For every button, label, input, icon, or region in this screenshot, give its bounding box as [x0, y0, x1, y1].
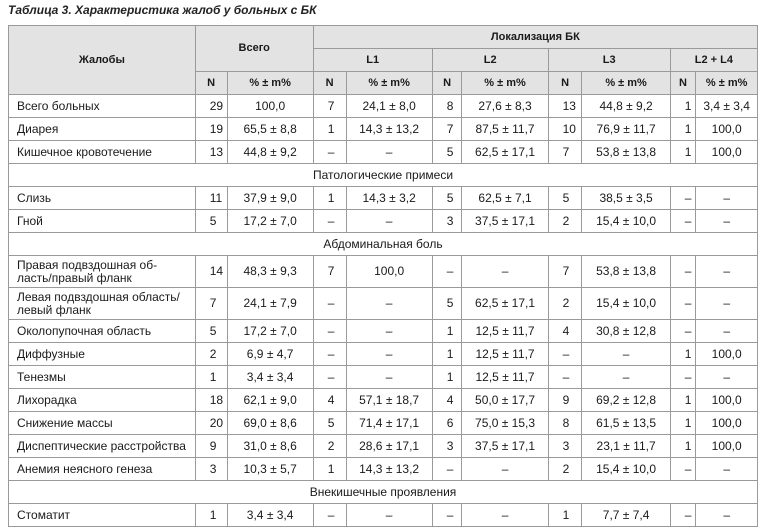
percent-cell: 50,0 ± 17,7 — [462, 389, 548, 412]
count-cell: 1 — [548, 504, 582, 527]
row-label — [9, 435, 196, 458]
percent-cell: 24,1 ± 8,0 — [346, 95, 432, 118]
row-label — [9, 389, 196, 412]
count-cell: 1 — [670, 343, 696, 366]
count-cell: 1 — [195, 366, 227, 389]
percent-cell: 44,8 ± 9,2 — [582, 95, 670, 118]
percent-cell: – — [582, 366, 670, 389]
header-pct: % ± m% — [227, 72, 313, 95]
percent-cell: – — [346, 288, 432, 320]
count-cell: 5 — [432, 141, 462, 164]
count-cell: 7 — [195, 288, 227, 320]
percent-cell: – — [696, 366, 758, 389]
percent-cell: 37,5 ± 17,1 — [462, 435, 548, 458]
section-title: Патологические примеси — [9, 164, 758, 187]
percent-cell: 62,1 ± 9,0 — [227, 389, 313, 412]
count-cell: 4 — [432, 389, 462, 412]
percent-cell: – — [462, 256, 548, 288]
count-cell: 1 — [670, 412, 696, 435]
count-cell: 5 — [548, 187, 582, 210]
row-label — [9, 343, 196, 366]
count-cell: – — [670, 458, 696, 481]
count-cell: 5 — [195, 210, 227, 233]
count-cell: – — [670, 210, 696, 233]
row-label-text: Снижение массы — [17, 415, 113, 430]
header-n: N — [432, 72, 462, 95]
section-row — [9, 481, 758, 504]
count-cell: – — [670, 504, 696, 527]
count-cell: 9 — [548, 389, 582, 412]
percent-cell: 14,3 ± 13,2 — [346, 458, 432, 481]
table-row — [9, 343, 758, 366]
percent-cell: 100,0 — [696, 435, 758, 458]
percent-cell: – — [696, 256, 758, 288]
row-label-text: Кишечное кровотечение — [17, 144, 152, 159]
percent-cell: 24,1 ± 7,9 — [227, 288, 313, 320]
percent-cell: – — [696, 288, 758, 320]
percent-cell: 12,5 ± 11,7 — [462, 343, 548, 366]
percent-cell: 17,2 ± 7,0 — [227, 320, 313, 343]
percent-cell: 28,6 ± 17,1 — [346, 435, 432, 458]
percent-cell: 65,5 ± 8,8 — [227, 118, 313, 141]
header-pct: % ± m% — [696, 72, 758, 95]
count-cell: 5 — [432, 288, 462, 320]
row-label-text: Всего больных — [17, 98, 100, 113]
percent-cell: – — [346, 141, 432, 164]
count-cell: 8 — [548, 412, 582, 435]
count-cell: 2 — [313, 435, 346, 458]
header-total: Всего — [195, 26, 313, 72]
count-cell: 2 — [548, 458, 582, 481]
count-cell: – — [313, 210, 346, 233]
count-cell: 13 — [195, 141, 227, 164]
table-row — [9, 210, 758, 233]
percent-cell: – — [346, 343, 432, 366]
header-n: N — [548, 72, 582, 95]
percent-cell: 23,1 ± 11,7 — [582, 435, 670, 458]
header-pct: % ± m% — [346, 72, 432, 95]
row-label-text: Диарея — [17, 121, 59, 136]
count-cell: 8 — [432, 95, 462, 118]
count-cell: 7 — [432, 118, 462, 141]
table-row — [9, 412, 758, 435]
count-cell: 5 — [313, 412, 346, 435]
table-row — [9, 320, 758, 343]
count-cell: – — [313, 320, 346, 343]
count-cell: 5 — [432, 187, 462, 210]
count-cell: – — [670, 288, 696, 320]
percent-cell: – — [346, 366, 432, 389]
percent-cell: 44,8 ± 9,2 — [227, 141, 313, 164]
count-cell: 18 — [195, 389, 227, 412]
count-cell: 13 — [548, 95, 582, 118]
percent-cell: – — [346, 320, 432, 343]
count-cell: 4 — [548, 320, 582, 343]
percent-cell: 30,8 ± 12,8 — [582, 320, 670, 343]
row-label-text: Левая подвздошная область/ — [17, 289, 180, 304]
row-label — [9, 118, 196, 141]
count-cell: 14 — [195, 256, 227, 288]
count-cell: 1 — [670, 95, 696, 118]
percent-cell: 53,8 ± 13,8 — [582, 141, 670, 164]
row-label — [9, 458, 196, 481]
row-label — [9, 256, 196, 288]
section-title: Абдоминальная боль — [9, 233, 758, 256]
count-cell: 3 — [432, 210, 462, 233]
header-n: N — [313, 72, 346, 95]
count-cell: 9 — [195, 435, 227, 458]
section-title: Внекишечные проявления — [9, 481, 758, 504]
percent-cell: – — [346, 504, 432, 527]
row-label — [9, 320, 196, 343]
percent-cell: 71,4 ± 17,1 — [346, 412, 432, 435]
count-cell: 11 — [195, 187, 227, 210]
percent-cell: 100,0 — [346, 256, 432, 288]
percent-cell: 100,0 — [696, 343, 758, 366]
header-complaints: Жалобы — [9, 26, 196, 95]
percent-cell: – — [696, 504, 758, 527]
count-cell: – — [548, 366, 582, 389]
count-cell: 3 — [432, 435, 462, 458]
percent-cell: 12,5 ± 11,7 — [462, 320, 548, 343]
percent-cell: 31,0 ± 8,6 — [227, 435, 313, 458]
count-cell: 19 — [195, 118, 227, 141]
row-label — [9, 366, 196, 389]
row-label — [9, 187, 196, 210]
percent-cell: 38,5 ± 3,5 — [582, 187, 670, 210]
table-row — [9, 95, 758, 118]
count-cell: 7 — [313, 256, 346, 288]
percent-cell: 37,9 ± 9,0 — [227, 187, 313, 210]
percent-cell: – — [462, 504, 548, 527]
percent-cell: 53,8 ± 13,8 — [582, 256, 670, 288]
count-cell: 1 — [432, 320, 462, 343]
count-cell: 1 — [313, 458, 346, 481]
table-caption: Таблица 3. Характеристика жалоб у больных с БК — [8, 3, 317, 17]
row-label-text-cont: левый фланк — [17, 302, 91, 317]
count-cell: – — [313, 504, 346, 527]
row-label-text: Анемия неясного генеза — [17, 461, 153, 476]
row-label-text: Тенезмы — [17, 369, 66, 384]
row-label — [9, 95, 196, 118]
table-header — [9, 26, 758, 95]
count-cell: 29 — [195, 95, 227, 118]
row-label — [9, 210, 196, 233]
row-label — [9, 412, 196, 435]
header-group-l2: L2 — [432, 49, 548, 72]
count-cell: 7 — [548, 141, 582, 164]
percent-cell: 62,5 ± 17,1 — [462, 288, 548, 320]
section-row — [9, 164, 758, 187]
header-localization: Локализация БК — [313, 26, 757, 49]
percent-cell: 12,5 ± 11,7 — [462, 366, 548, 389]
count-cell: – — [670, 366, 696, 389]
count-cell: 1 — [670, 118, 696, 141]
percent-cell: 3,4 ± 3,4 — [696, 95, 758, 118]
count-cell: 1 — [313, 118, 346, 141]
count-cell: – — [313, 141, 346, 164]
percent-cell: 100,0 — [696, 118, 758, 141]
count-cell: 20 — [195, 412, 227, 435]
percent-cell: – — [696, 320, 758, 343]
header-group-l3: L3 — [548, 49, 670, 72]
percent-cell: – — [462, 458, 548, 481]
count-cell: 7 — [313, 95, 346, 118]
table-body — [9, 95, 758, 527]
percent-cell: 6,9 ± 4,7 — [227, 343, 313, 366]
count-cell: 2 — [195, 343, 227, 366]
count-cell: 2 — [548, 288, 582, 320]
row-label-text: Гной — [17, 213, 43, 228]
percent-cell: 69,2 ± 12,8 — [582, 389, 670, 412]
percent-cell: 3,4 ± 3,4 — [227, 366, 313, 389]
count-cell: – — [548, 343, 582, 366]
header-group-l1: L1 — [313, 49, 432, 72]
row-label — [9, 288, 196, 320]
count-cell: – — [432, 458, 462, 481]
count-cell: – — [670, 256, 696, 288]
percent-cell: 15,4 ± 10,0 — [582, 210, 670, 233]
percent-cell: 100,0 — [696, 389, 758, 412]
percent-cell: 100,0 — [227, 95, 313, 118]
table-row — [9, 187, 758, 210]
count-cell: 3 — [195, 458, 227, 481]
percent-cell: 10,3 ± 5,7 — [227, 458, 313, 481]
percent-cell: 75,0 ± 15,3 — [462, 412, 548, 435]
row-label-text: Стоматит — [17, 507, 71, 522]
count-cell: 4 — [313, 389, 346, 412]
row-label — [9, 504, 196, 527]
count-cell: – — [432, 256, 462, 288]
table-row — [9, 141, 758, 164]
header-n: N — [670, 72, 696, 95]
percent-cell: 100,0 — [696, 412, 758, 435]
row-label-text: Диффузные — [17, 346, 85, 361]
row-label-text: Лихорадка — [17, 392, 77, 407]
percent-cell: 100,0 — [696, 141, 758, 164]
percent-cell: – — [582, 343, 670, 366]
table-row — [9, 288, 758, 320]
percent-cell: 14,3 ± 13,2 — [346, 118, 432, 141]
percent-cell: – — [696, 210, 758, 233]
count-cell: – — [432, 504, 462, 527]
header-n: N — [195, 72, 227, 95]
count-cell: 1 — [313, 187, 346, 210]
section-row — [9, 233, 758, 256]
count-cell: – — [670, 320, 696, 343]
percent-cell: – — [346, 210, 432, 233]
percent-cell: – — [696, 458, 758, 481]
percent-cell: 62,5 ± 17,1 — [462, 141, 548, 164]
percent-cell: 37,5 ± 17,1 — [462, 210, 548, 233]
percent-cell: 48,3 ± 9,3 — [227, 256, 313, 288]
percent-cell: 14,3 ± 3,2 — [346, 187, 432, 210]
header-group-l2-l4: L2 + L4 — [670, 49, 757, 72]
percent-cell: 27,6 ± 8,3 — [462, 95, 548, 118]
count-cell: 1 — [432, 343, 462, 366]
percent-cell: 15,4 ± 10,0 — [582, 288, 670, 320]
complaints-table — [8, 25, 758, 527]
percent-cell: 76,9 ± 11,7 — [582, 118, 670, 141]
percent-cell: 62,5 ± 7,1 — [462, 187, 548, 210]
table-row — [9, 458, 758, 481]
count-cell: 1 — [195, 504, 227, 527]
table-row — [9, 504, 758, 527]
count-cell: 1 — [432, 366, 462, 389]
count-cell: 1 — [670, 435, 696, 458]
percent-cell: 7,7 ± 7,4 — [582, 504, 670, 527]
table-row — [9, 389, 758, 412]
count-cell: 1 — [670, 141, 696, 164]
row-label-text-cont: ласть/правый фланк — [17, 270, 132, 285]
row-label-text: Околопупочная область — [17, 323, 152, 338]
table-row — [9, 118, 758, 141]
percent-cell: 57,1 ± 18,7 — [346, 389, 432, 412]
percent-cell: 61,5 ± 13,5 — [582, 412, 670, 435]
percent-cell: 3,4 ± 3,4 — [227, 504, 313, 527]
header-pct: % ± m% — [582, 72, 670, 95]
percent-cell: 87,5 ± 11,7 — [462, 118, 548, 141]
count-cell: 2 — [548, 210, 582, 233]
count-cell: – — [313, 366, 346, 389]
count-cell: 1 — [670, 389, 696, 412]
count-cell: 5 — [195, 320, 227, 343]
table-row — [9, 256, 758, 288]
percent-cell: 69,0 ± 8,6 — [227, 412, 313, 435]
count-cell: – — [670, 187, 696, 210]
count-cell: 7 — [548, 256, 582, 288]
table-row — [9, 435, 758, 458]
row-label-text: Диспептические расстройства — [17, 438, 186, 453]
row-label — [9, 141, 196, 164]
row-label-text: Правая подвздошная об- — [17, 257, 158, 272]
table-row — [9, 366, 758, 389]
percent-cell: 17,2 ± 7,0 — [227, 210, 313, 233]
count-cell: 10 — [548, 118, 582, 141]
row-label-text: Слизь — [17, 190, 52, 205]
percent-cell: 15,4 ± 10,0 — [582, 458, 670, 481]
percent-cell: – — [696, 187, 758, 210]
count-cell: – — [313, 288, 346, 320]
count-cell: 6 — [432, 412, 462, 435]
count-cell: 3 — [548, 435, 582, 458]
count-cell: – — [313, 343, 346, 366]
header-pct: % ± m% — [462, 72, 548, 95]
